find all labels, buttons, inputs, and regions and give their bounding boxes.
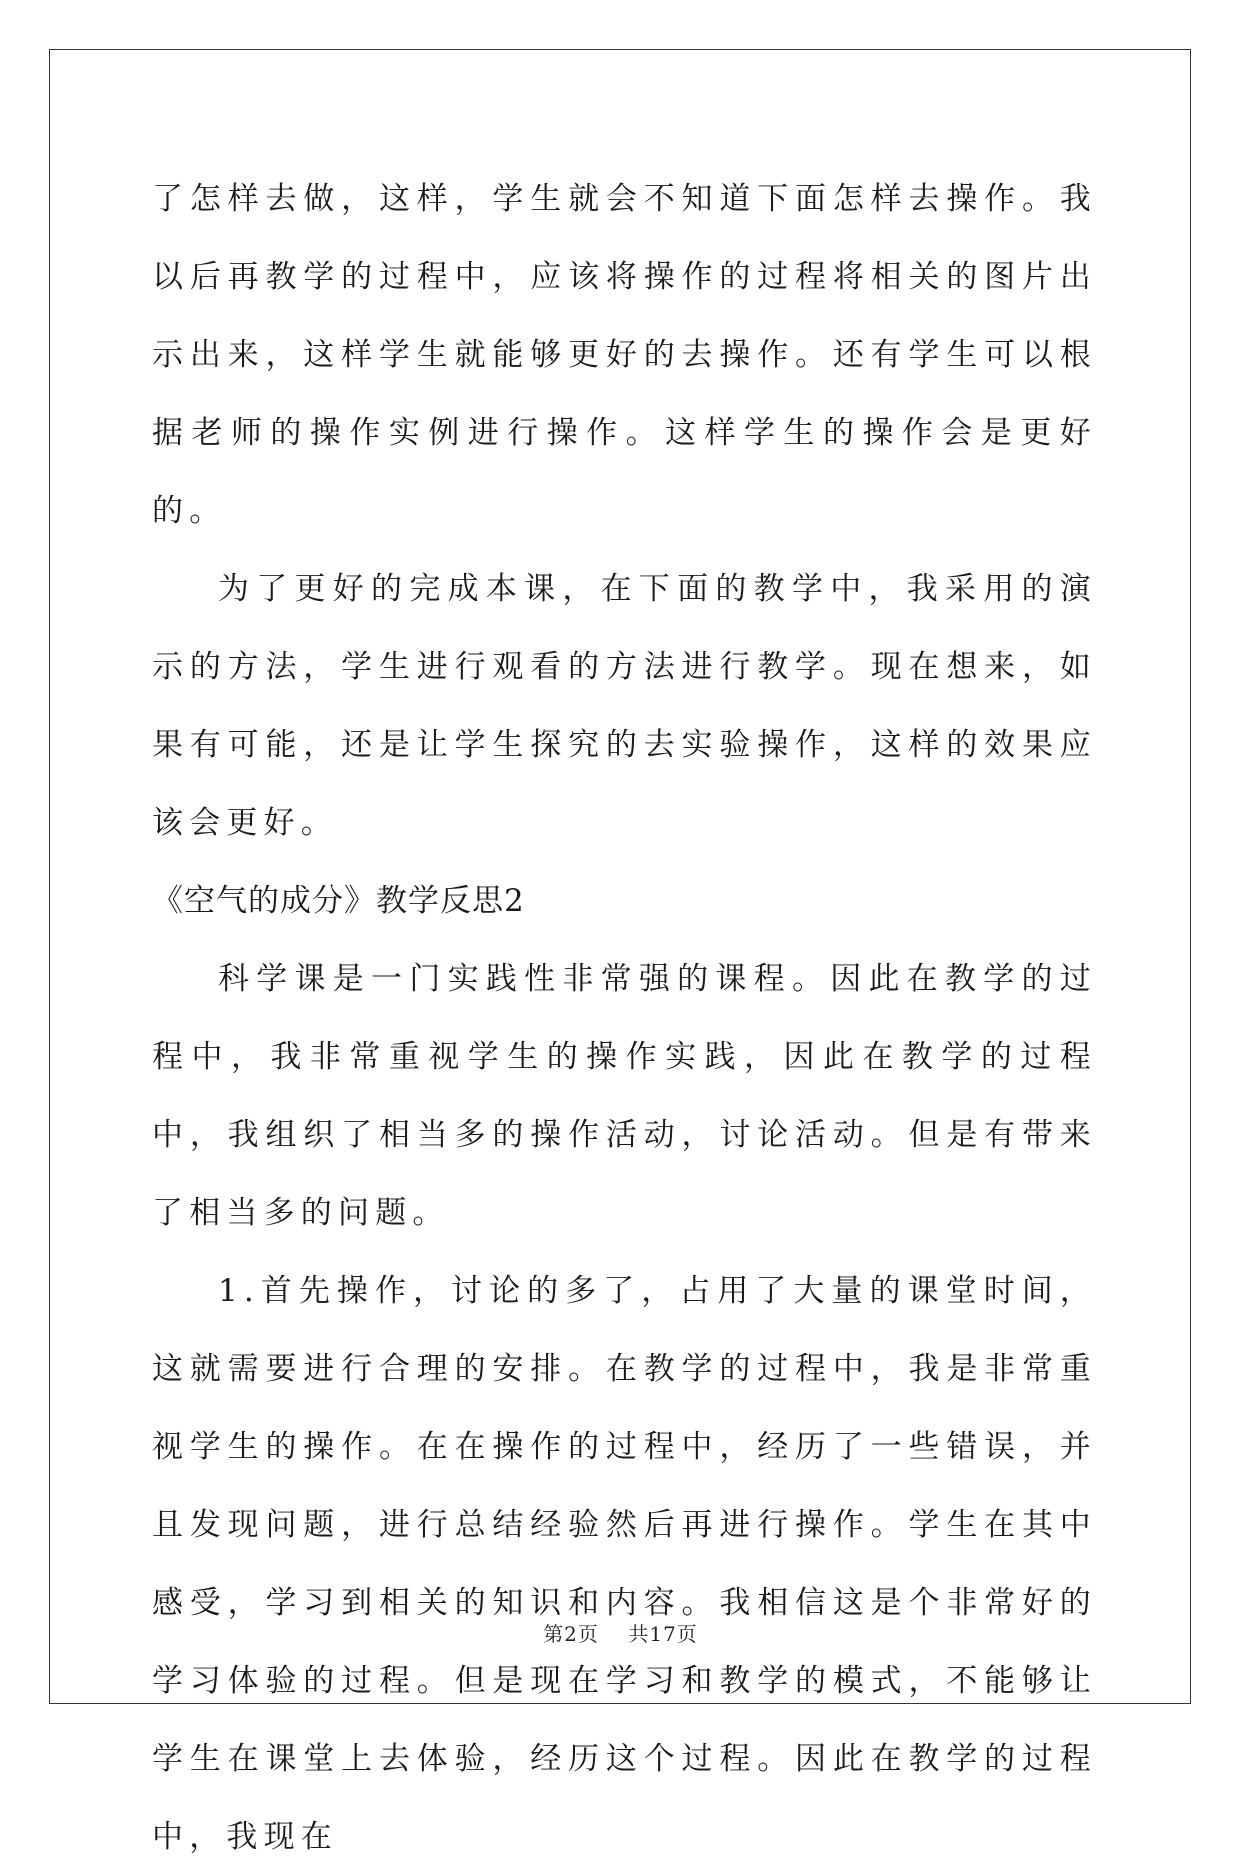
paragraph-4: 1.首先操作，讨论的多了，占用了大量的课堂时间，这就需要进行合理的安排。在教学的过程中，我是非常重视学生的操作。在在操作的过程中，经历了一些错误，并且发现问题，进行总结经验然后再进行操作。学生在其中感受，学习到相关的知识和内容。我相信这是个非常好的学习体验的过程。但是现在学习和教学的模式，不能够让学生在课堂上去体验，经历这个过程。因此在教学的过程中，我现在 <box>152 1273 1097 1855</box>
page-footer <box>0 1618 1241 1647</box>
section-heading: 《空气的成分》教学反思2 <box>152 883 525 919</box>
paragraph-2: 为了更好的完成本课，在下面的教学中，我采用的演示的方法，学生进行观看的方法进行教学。现在想来，如果有可能，还是让学生探究的去实验操作，这样的效果应该会更好。 <box>152 571 1097 841</box>
page-number: 第2页 <box>543 1622 599 1646</box>
page-total: 共17页 <box>628 1622 698 1646</box>
paragraph-3: 科学课是一门实践性非常强的课程。因此在教学的过程中，我非常重视学生的操作实践，因此在教学的过程中，我组织了相当多的操作活动，讨论活动。但是有带来了相当多的问题。 <box>152 961 1097 1231</box>
paragraph-1: 了怎样去做，这样，学生就会不知道下面怎样去操作。我以后再教学的过程中，应该将操作的过程将相关的图片出示出来，这样学生就能够更好的去操作。还有学生可以根据老师的操作实例进行操作。这样学生的操作会是更好的。 <box>152 181 1097 529</box>
